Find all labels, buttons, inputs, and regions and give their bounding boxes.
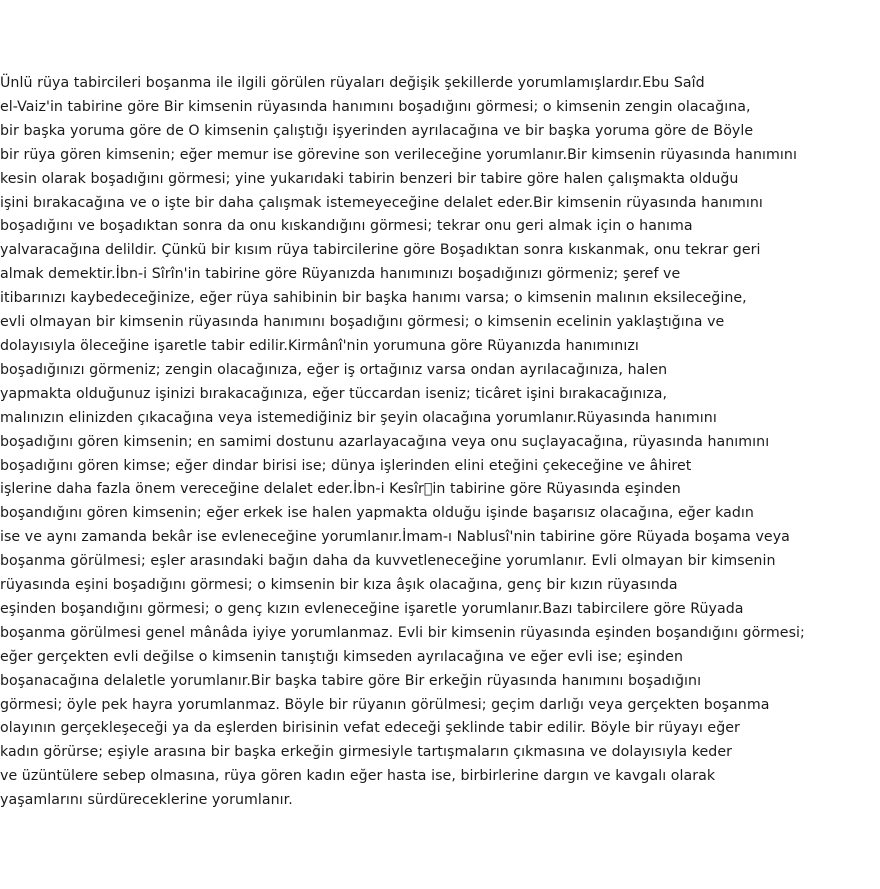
text-line: işini bırakacağına ve o işte bir daha çalışmak istemeyeceğine delalet eder.Bir kimsenin rüyasında hanımını [0, 194, 763, 211]
text-line: boşadığını gören kimse; eğer dindar birisi ise; dünya işlerinden elini eteğini çekeceğine ve âhiret [0, 457, 692, 474]
text-line: ise ve aynı zamanda bekâr ise evleneceğine yorumlanır.İmam-ı Nablusî'nin tabirine göre Rüyada boşama veya [0, 529, 790, 546]
text-line: boşanacağına delaletle yorumlanır.Bir başka tabire göre Bir erkeğin rüyasında hanımını boşadığını [0, 672, 702, 689]
article-body [0, 72, 880, 813]
text-line: malınızın elinizden çıkacağına veya istemediğiniz bir şeyin olacağına yorumlanır.Rüyasında hanımını [0, 409, 717, 426]
text-line: yaşamlarını sürdüreceklerine yorumlanır. [0, 792, 293, 809]
text-line: eşinden boşandığını görmesi; o genç kızın evleneceğine işaretle yorumlanır.Bazı tabircilere göre Rüyada [0, 600, 744, 617]
text-line: dolayısıyla öleceğine işaretle tabir edilir.Kirmânî'nin yorumuna göre Rüyanızda hanımınızı [0, 337, 639, 354]
text-line: boşanma görülmesi; eşler arasındaki bağın daha da kuvvetleneceğine yorumlanır. Evli olmayan bir kimsenin [0, 553, 776, 570]
text-line: boşadığını gören kimsenin; en samimi dostunu azarlayacağına veya onu suçlayacağına, rüyasında hanımını [0, 433, 770, 450]
text-line: el-Vaiz'in tabirine göre Bir kimsenin rüyasında hanımını boşadığını görmesi; o kimsenin zengin olacağına, [0, 98, 751, 115]
text-line: bir başka yoruma göre de O kimsenin çalıştığı işyerinden ayrılacağına ve bir başka yoruma göre de Böyle [0, 122, 754, 139]
text-line: kadın görürse; eşiyle arasına bir başka erkeğin girmesiyle tartışmaların çıkmasına ve dolayısıyla keder [0, 744, 732, 761]
text-line: görmesi; öyle pek hayra yorumlanmaz. Böyle bir rüyanın görülmesi; geçim darlığı veya gerçekten boşanma [0, 696, 770, 713]
text-line: almak demektir.İbn-i Sîrîn'in tabirine göre Rüyanızda hanımınızı boşadığınızı görmeniz; şeref ve [0, 266, 681, 283]
text-line: kesin olarak boşadığını görmesi; yine yukarıdaki tabirin benzeri bir tabire göre halen çalışmakta olduğu [0, 170, 739, 187]
text-line: eğer gerçekten evli değilse o kimsenin tanıştığı kimseden ayrılacağına ve eğer evli ise; eşinden [0, 648, 683, 665]
text-line: yalvaracağına delildir. Çünkü bir kısım rüya tabircilerine göre Boşadıktan sonra kıskanmak, onu tekrar geri [0, 242, 761, 259]
text-line: itibarınızı kaybedeceğinize, eğer rüya sahibinin bir başka hanımı varsa; o kimsenin malının eksileceğine, [0, 290, 747, 307]
text-line: boşadığını ve boşadıktan sonra da onu kıskandığını görmesi; tekrar onu geri almak için o hanıma [0, 218, 693, 235]
text-line: Ünlü rüya tabircileri boşanma ile ilgili görülen rüyaları değişik şekillerde yorumlamışlardır.Ebu Saîd [0, 75, 705, 91]
text-line: evli olmayan bir kimsenin rüyasında hanımını boşadığını görmesi; o kimsenin ecelinin yaklaştığına ve [0, 314, 725, 331]
text-line: boşadığınızı görmeniz; zengin olacağınıza, eğer iş ortağınız varsa ondan ayrılacağınıza, halen [0, 361, 668, 378]
text-line: boşandığını gören kimsenin; eğer erkek ise halen yapmakta olduğu işinde başarısız olacağına, eğer kadın [0, 505, 754, 522]
text-line: boşanma görülmesi genel mânâda iyiye yorumlanmaz. Evli bir kimsenin rüyasında eşinden boşandığını görmesi; [0, 624, 805, 641]
text-line: ve üzüntülere sebep olmasına, rüya gören kadın eğer hasta ise, birbirlerine dargın ve kavgalı olarak [0, 768, 716, 785]
text-line: işlerine daha fazla önem vereceğine delalet eder.İbn-i Kesîr in tabirine göre Rüyasında eşinden [0, 481, 681, 498]
text-line: yapmakta olduğunuz işinizi bırakacağınıza, eğer tüccardan iseniz; ticâret işini bırakacağınıza, [0, 385, 668, 402]
text-line: bir rüya gören kimsenin; eğer memur ise görevine son verileceğine yorumlanır.Bir kimsenin rüyasında hanımını [0, 146, 797, 163]
text-line: olayının gerçekleşeceği ya da eşlerden birisinin vefat edeceği şeklinde tabir edilir. Böyle bir rüyayı eğer [0, 720, 740, 737]
text-line: rüyasında eşini boşadığını görmesi; o kimsenin bir kıza âşık olacağına, genç bir kızın rüyasında [0, 577, 678, 594]
